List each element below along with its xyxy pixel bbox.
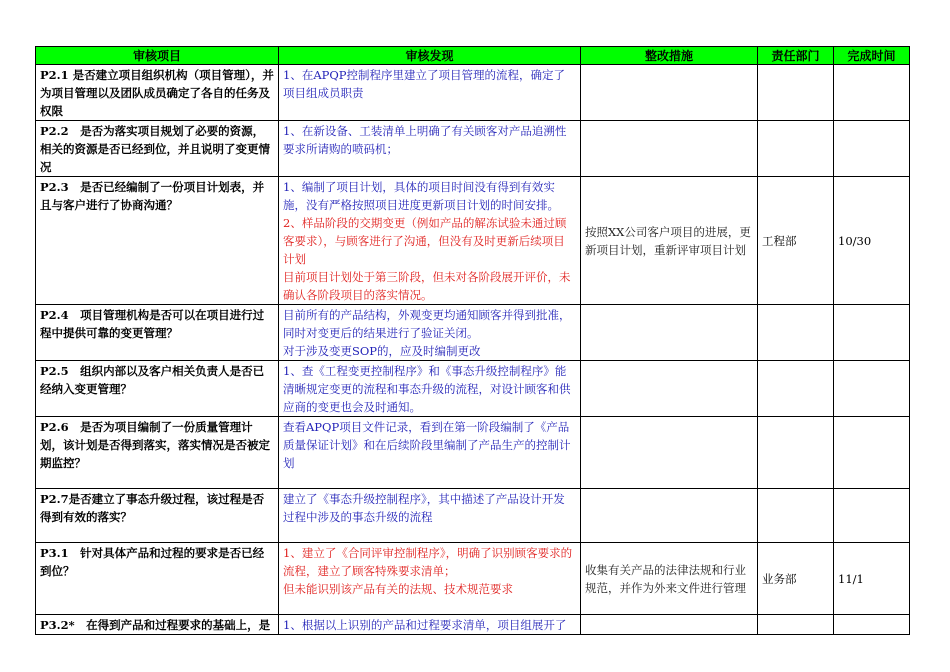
finding-text: 1、编制了项目计划，具体的项目时间没有得到有效实施，没有严格按照项目进度更新项目计划的时间安排。 bbox=[283, 180, 559, 212]
corrective-action-cell bbox=[581, 121, 758, 177]
responsible-dept-cell bbox=[758, 417, 834, 489]
finding-text: 查看APQP项目文件记录，看到在第一阶段编制了《产品质量保证计划》和在后续阶段里编制了产品生产的控制计划 bbox=[283, 420, 571, 470]
audit-item-cell: P2.5 组织内部以及客户相关负责人是否已经纳入变更管理？ bbox=[36, 361, 279, 417]
table-row bbox=[36, 489, 910, 543]
audit-item-cell: P2.4 项目管理机构是否可以在项目进行过程中提供可靠的变更管理？ bbox=[36, 305, 279, 361]
audit-item-cell: P2.7是否建立了事态升级过程，该过程是否得到有效的落实？ bbox=[36, 489, 279, 543]
table-row bbox=[36, 305, 910, 361]
audit-finding-cell bbox=[279, 489, 581, 543]
audit-item-cell: P3.2* 在得到产品和过程要求的基础上，是 bbox=[36, 615, 279, 635]
corrective-action-cell: 按照XX公司客户项目的进展，更新项目计划，重新评审项目计划 bbox=[581, 177, 758, 305]
audit-item-cell: P2.3 是否已经编制了一份项目计划表，并且与客户进行了协商沟通？ bbox=[36, 177, 279, 305]
table-row bbox=[36, 543, 910, 615]
due-date-cell bbox=[834, 305, 910, 361]
responsible-dept-cell: 工程部 bbox=[758, 177, 834, 305]
due-date-cell bbox=[834, 615, 910, 635]
corrective-action-cell bbox=[581, 417, 758, 489]
responsible-dept-cell bbox=[758, 615, 834, 635]
audit-finding-cell bbox=[279, 177, 581, 305]
finding-text: 对于涉及变更SOP的，应及时编制更改 bbox=[283, 344, 481, 358]
due-date-cell: 11/1 bbox=[834, 543, 910, 615]
due-date-cell bbox=[834, 65, 910, 121]
responsible-dept-cell bbox=[758, 489, 834, 543]
audit-finding-cell bbox=[279, 305, 581, 361]
audit-finding-cell bbox=[279, 543, 581, 615]
header-due-date: 完成时间 bbox=[834, 47, 910, 65]
finding-text: 1、建立了《合同评审控制程序》，明确了识别顾客要求的流程，建立了顾客特殊要求清单； bbox=[283, 546, 573, 578]
audit-finding-cell bbox=[279, 121, 581, 177]
due-date-cell bbox=[834, 417, 910, 489]
due-date-cell: 10/30 bbox=[834, 177, 910, 305]
corrective-action-cell bbox=[581, 361, 758, 417]
responsible-dept-cell bbox=[758, 361, 834, 417]
table-row bbox=[36, 177, 910, 305]
finding-text: 目前所有的产品结构，外观变更均通知顾客并得到批准，同时对变更后的结果进行了验证关闭。 bbox=[283, 308, 571, 340]
due-date-cell bbox=[834, 361, 910, 417]
finding-text: 但未能识别该产品有关的法规、技术规范要求 bbox=[283, 582, 513, 596]
audit-finding-cell bbox=[279, 361, 581, 417]
finding-text: 2、样品阶段的交期变更（例如产品的解冻试验未通过顾客要求），与顾客进行了沟通，但没有及时更新后续项目计划 bbox=[283, 216, 567, 266]
audit-item-cell: P3.1 针对具体产品和过程的要求是否已经到位？ bbox=[36, 543, 279, 615]
audit-item-cell: P2.2 是否为落实项目规划了必要的资源，相关的资源是否已经到位，并且说明了变更情况 bbox=[36, 121, 279, 177]
table-row bbox=[36, 361, 910, 417]
responsible-dept-cell bbox=[758, 305, 834, 361]
table-row bbox=[36, 121, 910, 177]
audit-finding-cell bbox=[279, 65, 581, 121]
finding-text: 1、查《工程变更控制程序》和《事态升级控制程序》能清晰规定变更的流程和事态升级的流程，对设计顾客和供应商的变更也会及时通知。 bbox=[283, 364, 571, 414]
audit-finding-cell bbox=[279, 615, 581, 635]
corrective-action-cell bbox=[581, 489, 758, 543]
audit-item-cell: P2.1 是否建立项目组织机构（项目管理），并为项目管理以及团队成员确定了各自的任务及权限 bbox=[36, 65, 279, 121]
corrective-action-cell bbox=[581, 615, 758, 635]
table-row bbox=[36, 65, 910, 121]
responsible-dept-cell bbox=[758, 121, 834, 177]
header-audit-finding: 审核发现 bbox=[279, 47, 581, 65]
corrective-action-cell: 收集有关产品的法律法规和行业规范，并作为外来文件进行管理 bbox=[581, 543, 758, 615]
finding-text: 目前项目计划处于第三阶段，但未对各阶段展开评价，未确认各阶段项目的落实情况。 bbox=[283, 270, 571, 302]
finding-text: 1、在新设备、工装清单上明确了有关顾客对产品追溯性要求所请购的喷码机； bbox=[283, 124, 567, 156]
table-row bbox=[36, 417, 910, 489]
header-row bbox=[36, 47, 910, 65]
header-corrective-action: 整改措施 bbox=[581, 47, 758, 65]
table-row bbox=[36, 615, 910, 635]
due-date-cell bbox=[834, 121, 910, 177]
audit-item-cell: P2.6 是否为项目编制了一份质量管理计划，该计划是否得到落实，落实情况是否被定期监控？ bbox=[36, 417, 279, 489]
finding-text: 建立了《事态升级控制程序》，其中描述了产品设计开发过程中涉及的事态升级的流程 bbox=[283, 492, 565, 524]
finding-text: 1、根据以上识别的产品和过程要求清单，项目组展开了 bbox=[283, 618, 567, 632]
header-audit-item: 审核项目 bbox=[36, 47, 279, 65]
corrective-action-cell bbox=[581, 65, 758, 121]
audit-finding-cell bbox=[279, 417, 581, 489]
corrective-action-cell bbox=[581, 305, 758, 361]
responsible-dept-cell bbox=[758, 65, 834, 121]
responsible-dept-cell: 业务部 bbox=[758, 543, 834, 615]
due-date-cell bbox=[834, 489, 910, 543]
header-responsible-dept: 责任部门 bbox=[758, 47, 834, 65]
finding-text: 1、在APQP控制程序里建立了项目管理的流程，确定了项目组成员职责 bbox=[283, 68, 566, 100]
audit-table bbox=[35, 46, 910, 635]
